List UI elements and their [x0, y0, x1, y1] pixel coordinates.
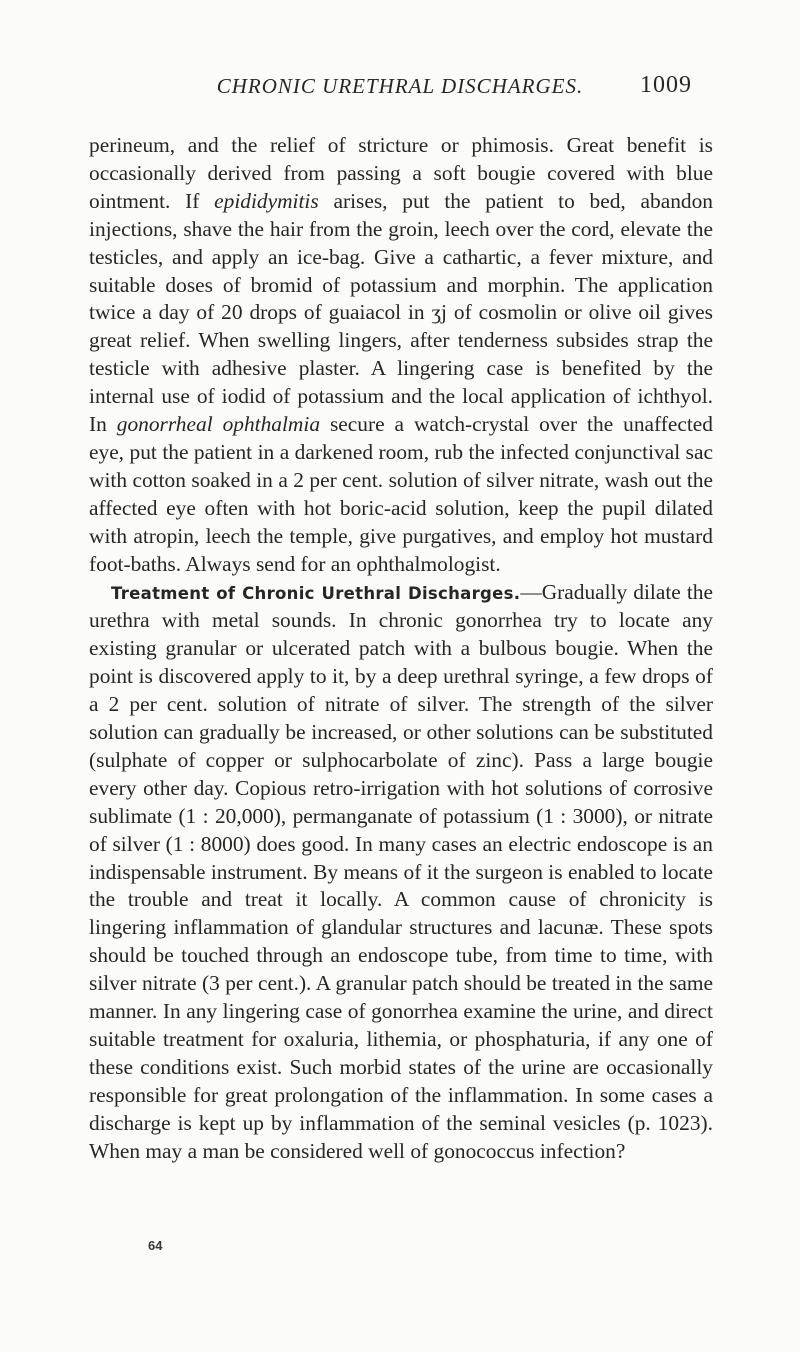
paragraph1-text-1: perineum, and the relief of stricture or phimosis. Great benefit is occasionally derived from passing a soft bougie covered with blue ointment. If: [89, 133, 713, 213]
page-number: 1009: [640, 72, 692, 98]
signature-mark: 64: [148, 1238, 163, 1253]
paragraph2-text: —Gradually dilate the urethra with metal sounds. In chronic gonorrhea try to locate any existing granular or ulcerated patch with a bulbous bougie. When the point is discovered apply to it, by a deep urethral syringe, a few drops of a 2 per cent. solution of nitrate of silver. The strength of the silver solution can gradually be increased, or other solutions can be substituted (sulphate of copper or sulphocarbolate of zinc). Pass a large bougie every other day. Copious retro-irrigation with hot solutions of corrosive sublimate (1 : 20,000), permanganate of potassium (1 : 3000), or nitrate of silver (1 : 8000) does good. In many cases an electric endoscope is an indispensable instrument. By means of it the surgeon is enabled to locate the trouble and treat it locally. A common cause of chronicity is lingering inflammation of glandular structures and lacunæ. These spots should be touched through an endoscope tube, from time to time, with silver nitrate (3 per cent.). A granular patch should be treated in the same manner. In any lingering case of gonorrhea examine the urine, and direct suitable treatment for oxaluria, lithemia, or phosphaturia, if any one of these conditions exist. Such morbid states of the urine are occasionally responsible for great prolongation of the inflammation. In some cases a discharge is kept up by inflammation of the seminal vesicles (p. 1023). When may a man be considered well of gonococcus infection?: [89, 579, 713, 1163]
paragraph-chronic-urethral-discharges: [89, 579, 713, 1166]
running-head: [0, 62, 800, 102]
term-gonorrheal-ophthalmia: gonorrheal ophthalmia: [116, 412, 321, 437]
paragraph1-text-2: arises, put the patient to bed, abandon injections, shave the hair from the groin, leech over the cord, elevate the testicles, and apply an ice-bag. Give a cathartic, a fever mixture, and suitable doses of bromid of potassium and morphin. The application twice a day of 20 drops of guaiacol in ʒj of cosmolin or olive oil gives great relief. When swelling lingers, after tenderness subsides strap the testicle with adhesive plaster. A lingering case is benefited by the internal use of iodid of potassium and the local application of ichthyol. In: [89, 188, 713, 437]
term-epididymitis: epididymitis: [214, 188, 319, 213]
paragraph-epididymitis-ophthalmia: [89, 132, 713, 579]
body-text: [89, 132, 713, 1166]
section-heading: Treatment of Chronic Urethral Discharges.: [111, 583, 521, 603]
paragraph1-text-3: secure a watch-crystal over the unaffected eye, put the patient in a darkened room, rub the infected conjunctival sac with cotton soaked in a 2 per cent. solution of silver nitrate, wash out the affected eye often with hot boric-acid solution, keep the pupil dilated with atropin, leech the temple, give purgatives, and employ hot mustard foot-baths. Always send for an ophthalmologist.: [89, 412, 713, 576]
running-title: CHRONIC URETHRAL DISCHARGES.: [216, 74, 584, 98]
